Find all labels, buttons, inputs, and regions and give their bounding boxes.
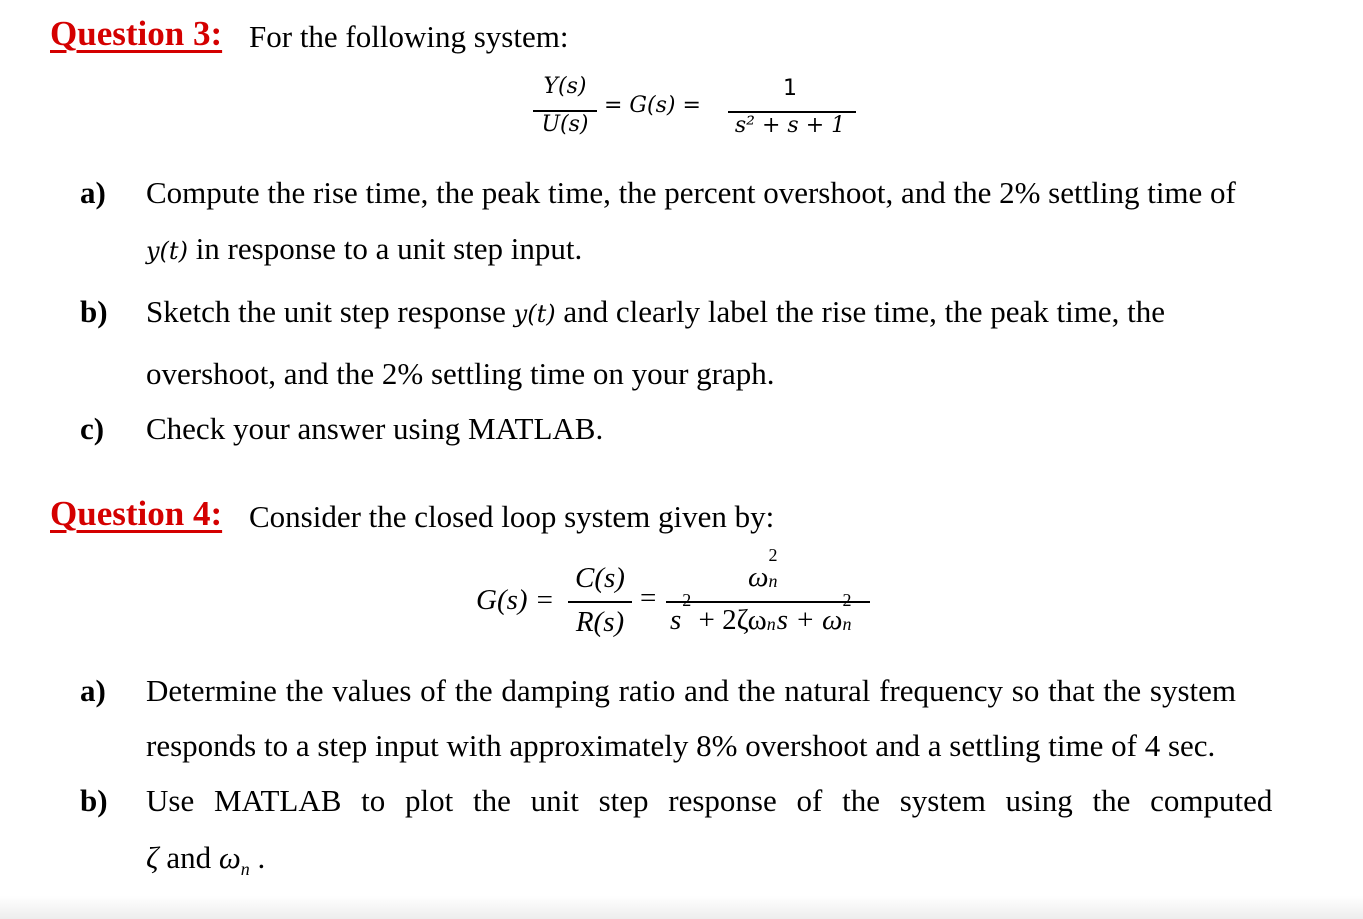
q4-eq-den2-end-sup: 2 (842, 590, 852, 610)
q4-eq-den2 (670, 590, 852, 637)
q4-eq-num1: C(s) (575, 562, 625, 594)
q3-item-a-letter: a) (80, 175, 106, 210)
q4-eq-lhs: G(s) = (476, 584, 555, 616)
q4-eq-den1: R(s) (575, 606, 625, 638)
q3-intro: For the following system: (249, 19, 569, 54)
q4-item-b-line1: Use MATLAB to plot the unit step response of the system using the computed (146, 783, 1273, 818)
q4-eq-num2-sup: 2 (768, 545, 778, 565)
q4-eq-s: s (670, 604, 682, 636)
q4-item-a-line2: responds to a step input with approximately 8% overshoot and a settling time of 4 sec. (146, 728, 1216, 763)
q3-label: Question 3: (50, 14, 223, 53)
q3-item-a-line1: Compute the rise time, the peak time, the percent overshoot, and the 2% settling time of (146, 175, 1236, 210)
q4-eq-eq: = (640, 582, 657, 614)
q4-eq-den2-s2: s + ω (776, 604, 843, 636)
q4-eq-bar2 (666, 601, 870, 603)
q3-eq-rhs-den: s² + s + 1 (734, 113, 846, 138)
q4-item-b-line2 (146, 840, 265, 880)
q4-eq-bar1 (568, 601, 632, 603)
q4-item-b-and: and (158, 840, 219, 875)
q3-item-b-pre: Sketch the unit step response (146, 294, 514, 329)
q4-eq-den2-end-sub: n (842, 614, 852, 634)
zeta-symbol: ζ (146, 840, 159, 875)
q3-eq-rhs-num: 1 (783, 76, 797, 101)
q3-item-b-post: and clearly label the rise time, the peak time, the (555, 294, 1165, 329)
q4-item-a-line1: Determine the values of the damping ratio and the natural frequency so that the system (146, 673, 1237, 708)
q3-eq-mid: = G(s) = (604, 93, 701, 118)
q3-item-b-letter: b) (80, 294, 108, 329)
q4-eq-den2-mid: + 2ζω (691, 604, 767, 636)
q4-eq-s-sup: 2 (682, 590, 692, 610)
q4-eq-omega: ω (748, 561, 769, 593)
q3-item-b-line1 (146, 294, 1165, 330)
q3-item-b-line2: overshoot, and the 2% settling time on your graph. (146, 356, 775, 391)
q3-item-a-sym: y(t) (146, 237, 188, 265)
q4-eq-den2-mid-sub: n (766, 614, 776, 634)
q4-item-b-letter: b) (80, 783, 108, 818)
q3-item-b-sym: y(t) (513, 300, 556, 328)
q4-eq-num2 (748, 545, 778, 594)
page-bottom-edge (0, 896, 1363, 919)
omega-sub: n (240, 859, 250, 880)
q4-eq-num2-sub: n (768, 571, 778, 591)
q3-item-a-line2-text: in response to a unit step input. (187, 231, 583, 266)
q3-item-a-line2 (146, 231, 582, 267)
q3-item-c-letter: c) (80, 411, 105, 446)
q4-item-b-end: . (249, 840, 266, 875)
q4-intro: Consider the closed loop system given by: (249, 499, 775, 534)
q3-eq-lhs-num: Y(s) (543, 74, 587, 99)
q4-label: Question 4: (50, 494, 223, 533)
q3-item-c-line1: Check your answer using MATLAB. (146, 411, 604, 446)
q4-item-a-letter: a) (80, 673, 106, 708)
q3-eq-lhs-den: U(s) (541, 112, 589, 137)
omega-symbol: ω (218, 840, 241, 875)
